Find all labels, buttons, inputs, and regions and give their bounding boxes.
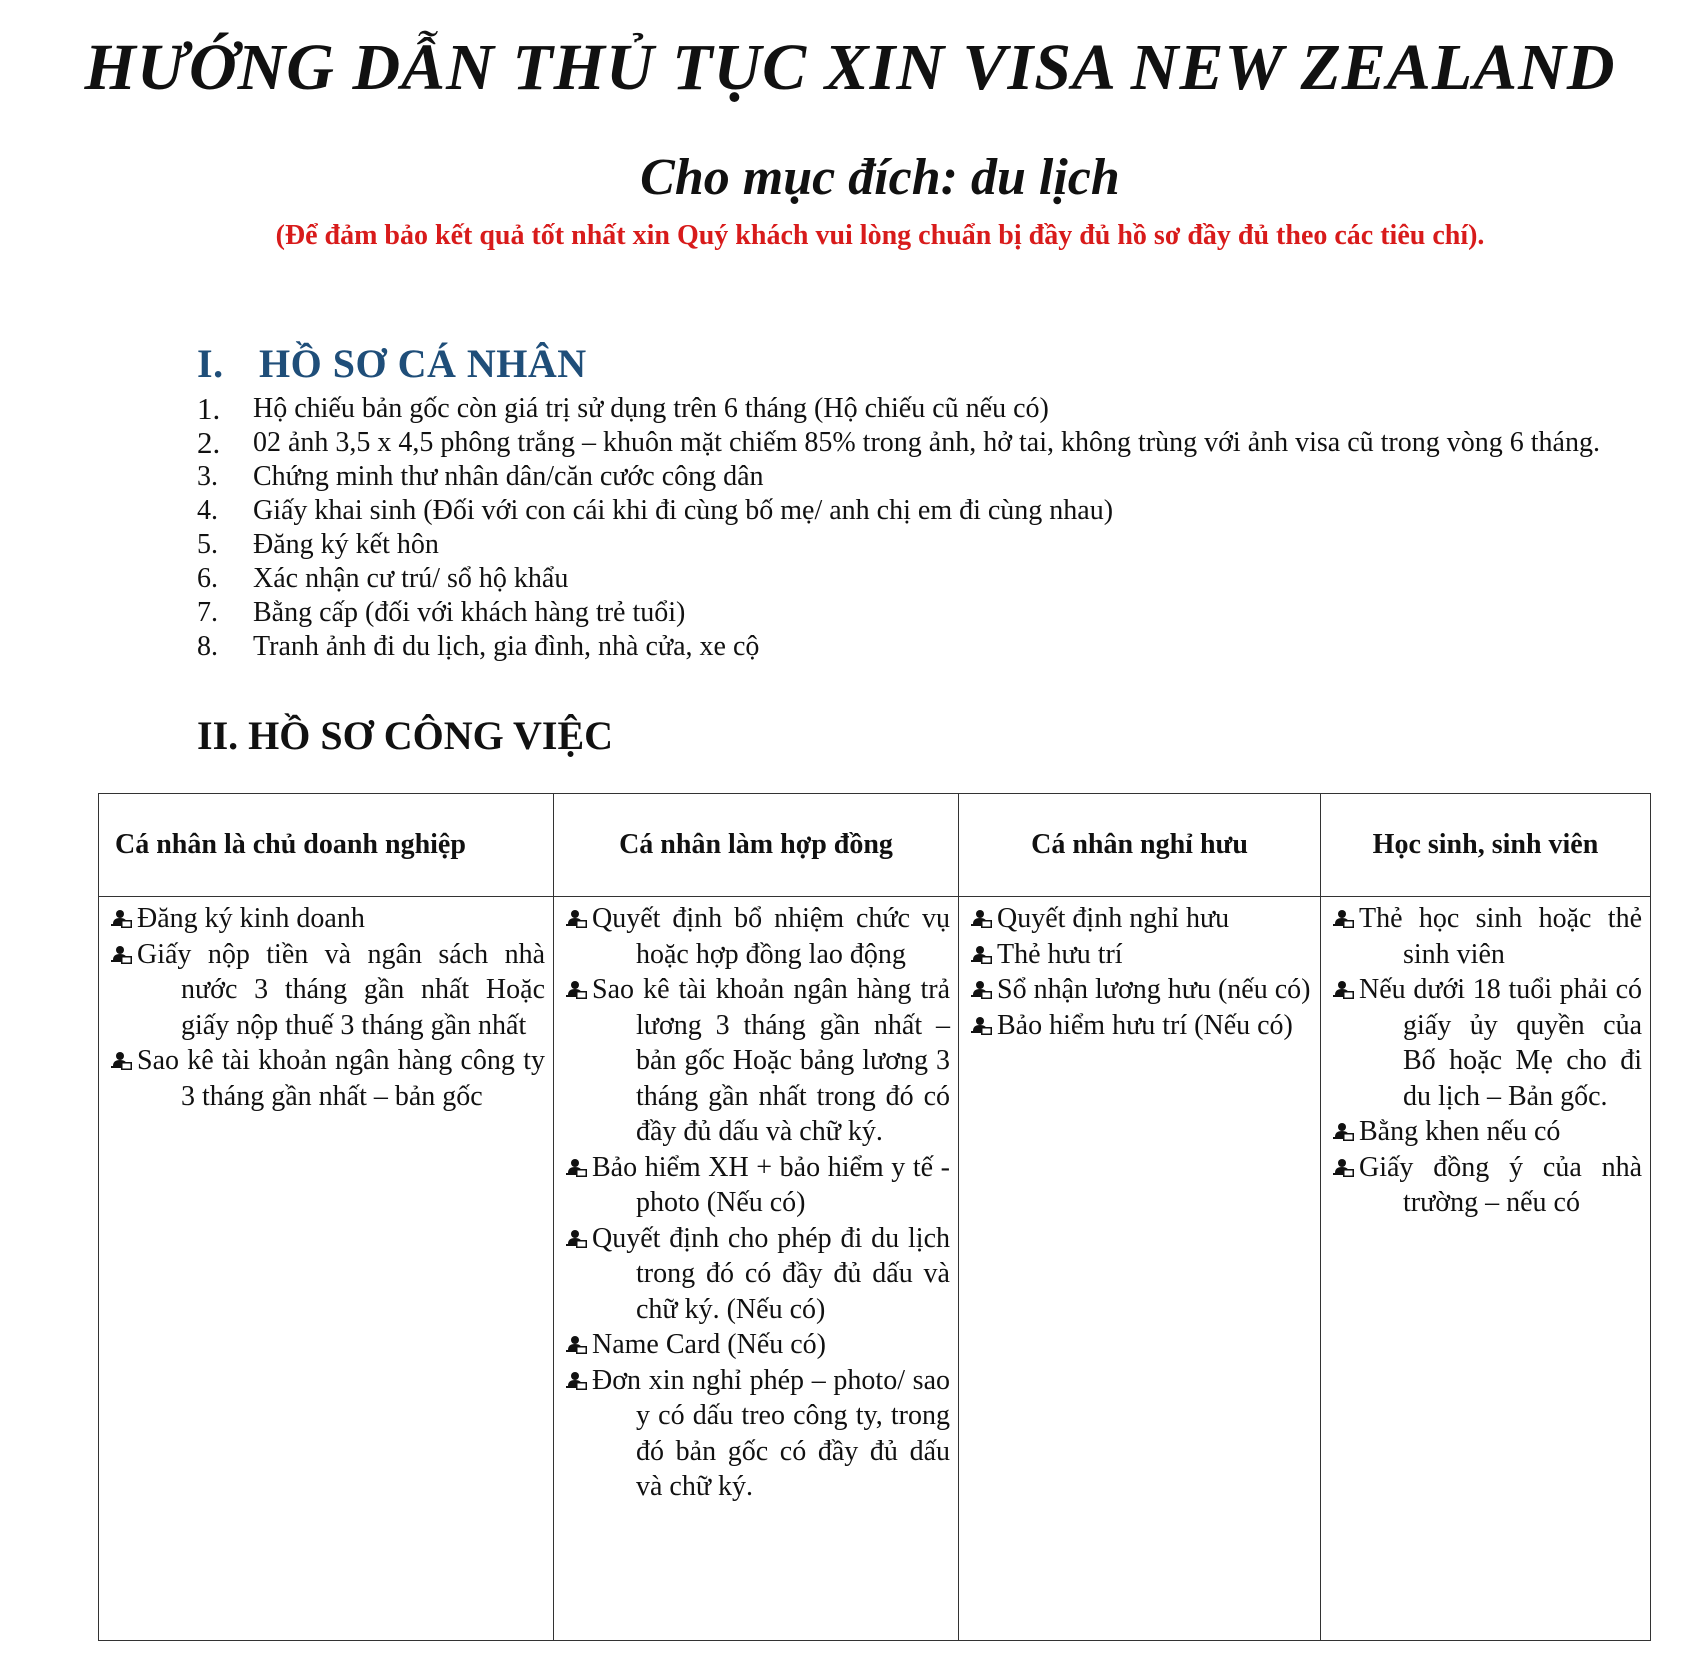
person-computer-icon <box>1333 1122 1355 1144</box>
section-1-number: I. <box>197 341 224 386</box>
section-2-heading: II. HỒ SƠ CÔNG VIỆC <box>197 713 614 758</box>
table-cell-bullet-item <box>971 901 1312 937</box>
person-computer-icon <box>971 909 993 931</box>
bullet-item-text: Đăng ký kinh doanh <box>137 903 365 934</box>
column-business-owner <box>99 897 554 1641</box>
column-header-business-owner: Cá nhân là chủ doanh nghiệp <box>99 794 554 897</box>
table-cell-bullet-item <box>111 1043 545 1114</box>
list-item-number: 4. <box>197 495 218 526</box>
bullet-item-text: Bảo hiểm XH + bảo hiểm y tế - photo (Nếu có) <box>592 1151 950 1218</box>
table-cell-bullet-item <box>1333 901 1642 972</box>
bullet-item-text: Giấy nộp tiền và ngân sách nhà nước 3 tháng gần nhất Hoặc giấy nộp thuế 3 tháng gần nhất <box>137 938 545 1041</box>
bullet-item-text: Thẻ học sinh hoặc thẻ sinh viên <box>1359 903 1642 970</box>
bullet-item-text: Sao kê tài khoản ngân hàng trả lương 3 tháng gần nhất – bản gốc Hoặc bảng lương 3 tháng gần nhất trong đó có đầy đủ dấu và chữ ký. <box>592 974 950 1147</box>
personal-documents-list <box>197 392 1657 664</box>
document-subtitle: Cho mục đích: du lịch <box>640 149 1120 206</box>
bullet-item-text: Giấy đồng ý của nhà trường – nếu có <box>1359 1151 1642 1218</box>
table-cell-bullet-item <box>566 1363 950 1505</box>
person-computer-icon <box>566 980 588 1002</box>
column-header-contract-employee: Cá nhân làm hợp đồng <box>554 794 959 897</box>
list-item-text: Giấy khai sinh (Đối với con cái khi đi cùng bố mẹ/ anh chị em đi cùng nhau) <box>253 495 1114 526</box>
bullet-item-text: Quyết định bổ nhiệm chức vụ hoặc hợp đồng lao động <box>592 903 950 970</box>
document-title: HƯỚNG DẪN THỦ TỤC XIN VISA NEW ZEALAND <box>84 31 1616 104</box>
table-cell-bullet-item <box>971 1008 1312 1044</box>
person-computer-icon <box>1333 909 1355 931</box>
list-item <box>197 392 1657 426</box>
list-item-text: Chứng minh thư nhân dân/căn cước công dân <box>253 461 764 492</box>
person-computer-icon <box>566 1371 588 1393</box>
table-header-row <box>99 794 1651 897</box>
list-item-number: 5. <box>197 529 218 560</box>
person-computer-icon <box>971 980 993 1002</box>
section-1-heading <box>197 340 587 387</box>
person-computer-icon <box>111 945 133 967</box>
bullet-item-text: Thẻ hưu trí <box>997 938 1123 970</box>
table-cell-bullet-item <box>566 1221 950 1328</box>
table-cell-bullet-item <box>1333 1150 1642 1221</box>
person-computer-icon <box>1333 1158 1355 1180</box>
column-header-retired: Cá nhân nghỉ hưu <box>959 794 1321 897</box>
table-cell-bullet-item <box>971 972 1312 1008</box>
list-item-number: 1. <box>197 391 221 426</box>
bullet-item-text: Name Card (Nếu có) <box>592 1329 827 1360</box>
person-computer-icon <box>566 1335 588 1357</box>
bullet-item-text: Sổ nhận lương hưu (nếu có) <box>997 974 1311 1005</box>
person-computer-icon <box>971 1016 993 1038</box>
list-item <box>197 426 1657 460</box>
table-cell-bullet-item <box>971 937 1312 973</box>
table-cell-bullet-item <box>111 901 545 937</box>
table-cell-bullet-item <box>566 901 950 972</box>
table-cell-bullet-item <box>566 972 950 1150</box>
person-computer-icon <box>1333 980 1355 1002</box>
table-row <box>99 897 1651 1641</box>
person-computer-icon <box>971 945 993 967</box>
work-documents-table <box>98 793 1651 1641</box>
table-cell-bullet-item <box>111 937 545 1044</box>
table-cell-bullet-item <box>566 1150 950 1221</box>
table-cell-bullet-item <box>566 1327 950 1363</box>
bullet-item-text: Sao kê tài khoản ngân hàng công ty 3 tháng gần nhất – bản gốc <box>137 1045 545 1112</box>
list-item-number: 3. <box>197 461 218 492</box>
column-contract-employee <box>554 897 959 1641</box>
bullet-item-text: Quyết định nghỉ hưu <box>997 903 1230 934</box>
column-retired <box>959 897 1321 1641</box>
list-item-number: 6. <box>197 563 218 594</box>
list-item-text: Bằng cấp (đối với khách hàng trẻ tuổi) <box>253 597 686 628</box>
bullet-item-text: Bằng khen nếu có <box>1359 1116 1561 1147</box>
column-header-student: Học sinh, sinh viên <box>1321 794 1651 897</box>
list-item-text: 02 ảnh 3,5 x 4,5 phông trắng – khuôn mặt chiếm 85% trong ảnh, hở tai, không trùng với ảnh visa cũ trong vòng 6 tháng. <box>253 427 1600 458</box>
bullet-item-text: Nếu dưới 18 tuổi phải có giấy ủy quyền của Bố hoặc Mẹ cho đi du lịch – Bản gốc. <box>1359 974 1642 1112</box>
list-item-number: 8. <box>197 631 218 662</box>
list-item-number: 7. <box>197 597 218 628</box>
list-item-text: Tranh ảnh đi du lịch, gia đình, nhà cửa, xe cộ <box>253 631 760 662</box>
list-item-number: 2. <box>197 425 221 460</box>
list-item <box>197 460 1657 494</box>
list-item <box>197 596 1657 630</box>
person-computer-icon <box>111 1051 133 1073</box>
table-cell-bullet-item <box>1333 972 1642 1114</box>
list-item <box>197 630 1657 664</box>
list-item <box>197 562 1657 596</box>
person-computer-icon <box>566 1229 588 1251</box>
bullet-item-text: Quyết định cho phép đi du lịch trong đó có đầy đủ dấu và chữ ký. (Nếu có) <box>592 1222 950 1325</box>
list-item-text: Đăng ký kết hôn <box>253 529 439 560</box>
list-item <box>197 494 1657 528</box>
list-item-text: Xác nhận cư trú/ sổ hộ khẩu <box>253 563 569 594</box>
red-note: (Để đảm bảo kết quả tốt nhất xin Quý khách vui lòng chuẩn bị đầy đủ hồ sơ đầy đủ theo các tiêu chí). <box>275 220 1485 251</box>
person-computer-icon <box>111 909 133 931</box>
list-item <box>197 528 1657 562</box>
list-item-text: Hộ chiếu bản gốc còn giá trị sử dụng trên 6 tháng (Hộ chiếu cũ nếu có) <box>253 393 1049 424</box>
section-1-title: HỒ SƠ CÁ NHÂN <box>259 341 587 386</box>
table-cell-bullet-item <box>1333 1114 1642 1150</box>
column-student <box>1321 897 1651 1641</box>
person-computer-icon <box>566 909 588 931</box>
person-computer-icon <box>566 1158 588 1180</box>
bullet-item-text: Đơn xin nghỉ phép – photo/ sao y có dấu treo công ty, trong đó bản gốc có đầy đủ dấu và chữ ký. <box>592 1364 950 1502</box>
bullet-item-text: Bảo hiểm hưu trí (Nếu có) <box>997 1009 1293 1041</box>
